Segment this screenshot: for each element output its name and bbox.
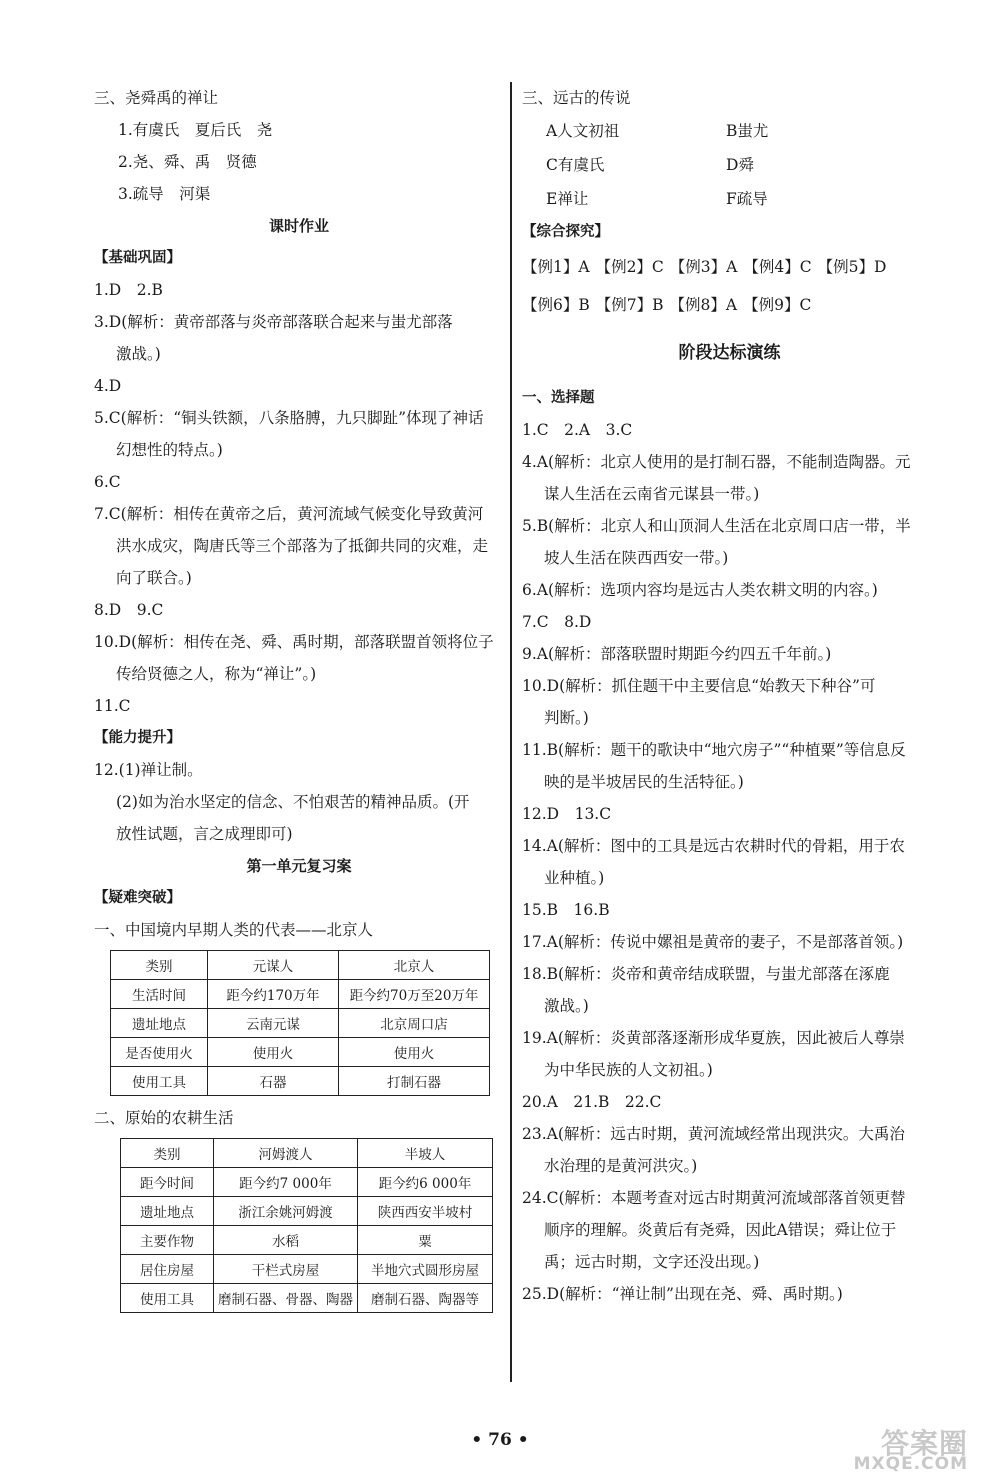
left-column <box>94 82 504 1319</box>
table-cell: 遗址地点 <box>111 1009 208 1038</box>
example-answer: 【例7】B <box>595 296 664 314</box>
table-row <box>111 951 490 980</box>
table-cell: 主要作物 <box>121 1226 214 1255</box>
legend-row <box>522 114 937 148</box>
table-cell: 水稻 <box>214 1226 358 1255</box>
table-row <box>121 1197 493 1226</box>
table-cell: 磨制石器、骨器、陶器 <box>214 1284 358 1313</box>
table-cell: 居住房屋 <box>121 1255 214 1284</box>
example-answer: 【例6】B <box>522 296 590 314</box>
table-cell: 距今约7 000年 <box>214 1168 358 1197</box>
table-cell: 干栏式房屋 <box>214 1255 358 1284</box>
table-cell: 陕西西安半坡村 <box>358 1197 493 1226</box>
answer-list <box>522 414 937 1310</box>
table-cell: 使用工具 <box>111 1067 208 1096</box>
list-item: 1.有虞氏 夏后氏 尧 <box>118 121 273 139</box>
list-item: 2.尧、舜、禹 贤德 <box>118 153 257 171</box>
answer-line: 20.A 21.B 22.C <box>522 1093 662 1111</box>
table-cell: 距今时间 <box>121 1168 214 1197</box>
legend-item: E禅让 <box>546 190 589 208</box>
legend-item: C有虞氏 <box>546 156 605 174</box>
table-cell: 粟 <box>358 1226 493 1255</box>
answer-line: 7.C(解析：相传在黄帝之后，黄河流域气候变化导致黄河 <box>94 505 484 523</box>
table-cell: 打制石器 <box>339 1067 490 1096</box>
answer-line: 激战。) <box>116 345 161 363</box>
legend-row <box>522 148 937 182</box>
examples-row <box>522 286 937 324</box>
homework-title: 课时作业 <box>268 217 329 235</box>
watermark-logo <box>838 1414 988 1476</box>
answer-line: 幻想性的特点。) <box>116 441 223 459</box>
right-column <box>522 82 937 1310</box>
answer-line: 坡人生活在陕西西安一带。) <box>544 549 729 567</box>
legend-item: D舜 <box>726 156 754 174</box>
example-answer: 【例3】A <box>669 258 738 276</box>
legend-item: F疏导 <box>726 190 768 208</box>
table-cell: 遗址地点 <box>121 1197 214 1226</box>
answer-line: 判断。) <box>544 709 589 727</box>
answer-line: 11.B(解析：题干的歌诀中“地穴房子”“种植粟”等信息反 <box>522 741 906 759</box>
answer-line: 9.A(解析：部落联盟时期距今约四五千年前。) <box>522 645 832 663</box>
table-cell: 使用火 <box>208 1038 339 1067</box>
answer-line: 1.D 2.B <box>94 281 163 299</box>
review-title: 第一单元复习案 <box>246 857 352 875</box>
answer-line: (2)如为治水坚定的信念、不怕艰苦的精神品质。(开 <box>116 793 470 811</box>
answer-line: 4.A(解析：北京人使用的是打制石器，不能制造陶器。元 <box>522 453 911 471</box>
table-cell: 距今约70万至20万年 <box>339 980 490 1009</box>
table-cell: 距今约170万年 <box>208 980 339 1009</box>
answer-line: 15.B 16.B <box>522 901 610 919</box>
section-title: 三、远古的传说 <box>522 89 631 107</box>
table-cell: 磨制石器、陶器等 <box>358 1284 493 1313</box>
table-cell: 生活时间 <box>111 980 208 1009</box>
legend-item: A人文初祖 <box>546 122 620 140</box>
stage-title: 阶段达标演练 <box>678 343 781 363</box>
table-cell: 使用火 <box>339 1038 490 1067</box>
explore-label: 【综合探究】 <box>522 224 609 240</box>
section-items <box>94 114 504 210</box>
basic-label: 【基础巩固】 <box>94 250 181 266</box>
table-early-humans <box>110 950 490 1096</box>
answer-line: 10.D(解析：抓住题干中主要信息“始教天下种谷”可 <box>522 677 876 695</box>
table-cell: 北京周口店 <box>339 1009 490 1038</box>
column-divider <box>510 82 512 1382</box>
table-row <box>121 1168 493 1197</box>
table-cell: 云南元谋 <box>208 1009 339 1038</box>
example-answer: 【例2】C <box>595 258 664 276</box>
table-row <box>111 1009 490 1038</box>
ability-label: 【能力提升】 <box>94 730 181 746</box>
table-cell: 使用工具 <box>121 1284 214 1313</box>
legend-row <box>522 182 937 216</box>
answer-line: 1.C 2.A 3.C <box>522 421 633 439</box>
table-cell: 北京人 <box>339 951 490 980</box>
table-row <box>111 1067 490 1096</box>
answer-line: 14.A(解析：图中的工具是远古农耕时代的骨耜，用于农 <box>522 837 905 855</box>
difficult-label: 【疑难突破】 <box>94 890 181 906</box>
example-answer: 【例9】C <box>743 296 812 314</box>
answer-line: 5.C(解析：“铜头铁额，八条胳膊，九只脚趾”体现了神话 <box>94 409 484 427</box>
example-answer: 【例8】A <box>669 296 738 314</box>
answer-line: 11.C <box>94 697 131 715</box>
answer-line: 为中华民族的人文初祖。) <box>544 1061 713 1079</box>
example-answer: 【例4】C <box>743 258 812 276</box>
table-row <box>111 980 490 1009</box>
table-cell: 河姆渡人 <box>214 1139 358 1168</box>
answer-line: 24.C(解析：本题考查对远古时期黄河流域部落首领更替 <box>522 1189 906 1207</box>
choice-label: 一、选择题 <box>522 390 595 406</box>
legend-item: B蚩尤 <box>726 122 769 140</box>
answer-line: 10.D(解析：相传在尧、舜、禹时期，部落联盟首领将位子 <box>94 633 494 651</box>
table-cell: 元谋人 <box>208 951 339 980</box>
answer-line: 洪水成灾，陶唐氏等三个部落为了抵御共同的灾难，走 <box>116 537 489 555</box>
answer-line: 放性试题，言之成理即可) <box>116 825 293 843</box>
table1-title: 一、中国境内早期人类的代表——北京人 <box>94 921 374 939</box>
answer-line: 映的是半坡居民的生活特征。) <box>544 773 744 791</box>
answer-line: 18.B(解析：炎帝和黄帝结成联盟，与蚩尤部落在涿鹿 <box>522 965 890 983</box>
answer-list <box>94 274 504 722</box>
watermark-url: MXQE.COM <box>853 1454 968 1474</box>
page-number: • 76 • <box>471 1430 529 1450</box>
answer-line: 12.D 13.C <box>522 805 612 823</box>
table-cell: 石器 <box>208 1067 339 1096</box>
answer-line: 顺序的理解。炎黄后有尧舜，因此A错误；舜让位于 <box>544 1221 897 1239</box>
table-row <box>121 1284 493 1313</box>
answer-line: 12.(1)禅让制。 <box>94 761 203 779</box>
table-row <box>121 1139 493 1168</box>
table-cell: 是否使用火 <box>111 1038 208 1067</box>
answer-line: 8.D 9.C <box>94 601 164 619</box>
legend-pairs <box>522 114 937 216</box>
watermark-brand: 答案圈 <box>880 1427 968 1460</box>
answer-line: 水治理的是黄河洪灾。) <box>544 1157 698 1175</box>
answer-line: 业种植。) <box>544 869 605 887</box>
answer-line: 激战。) <box>544 997 589 1015</box>
answer-line: 禹；远古时期，文字还没出现。) <box>544 1253 760 1271</box>
table-cell: 距今约6 000年 <box>358 1168 493 1197</box>
answer-line: 19.A(解析：炎黄部落逐渐形成华夏族，因此被后人尊崇 <box>522 1029 905 1047</box>
table-cell: 半坡人 <box>358 1139 493 1168</box>
table-cell: 浙江余姚河姆渡 <box>214 1197 358 1226</box>
ability-answers <box>94 754 504 850</box>
table2-title: 二、原始的农耕生活 <box>94 1109 234 1127</box>
answer-line: 17.A(解析：传说中嫘祖是黄帝的妻子，不是部落首领。) <box>522 933 904 951</box>
answer-line: 7.C 8.D <box>522 613 592 631</box>
answer-line: 5.B(解析：北京人和山顶洞人生活在北京周口店一带，半 <box>522 517 911 535</box>
example-answer: 【例1】A <box>522 258 590 276</box>
answer-line: 25.D(解析：“禅让制”出现在尧、舜、禹时期。) <box>522 1285 843 1303</box>
answer-line: 向了联合。) <box>116 569 192 587</box>
list-item: 3.疏导 河渠 <box>118 185 211 203</box>
table-cell: 类别 <box>111 951 208 980</box>
answer-line: 传给贤德之人，称为“禅让”。) <box>116 665 317 683</box>
table-cell: 半地穴式圆形房屋 <box>358 1255 493 1284</box>
section-title: 三、尧舜禹的禅让 <box>94 89 219 107</box>
answer-line: 3.D(解析：黄帝部落与炎帝部落联合起来与蚩尤部落 <box>94 313 453 331</box>
examples-row <box>522 248 937 286</box>
answer-line: 23.A(解析：远古时期，黄河流域经常出现洪灾。大禹治 <box>522 1125 905 1143</box>
answer-line: 谋人生活在云南省元谋县一带。) <box>544 485 760 503</box>
table-farming-life <box>120 1138 493 1313</box>
table-row <box>121 1226 493 1255</box>
table-row <box>111 1038 490 1067</box>
answer-line: 6.A(解析：选项内容均是远古人类农耕文明的内容。) <box>522 581 878 599</box>
table-cell: 类别 <box>121 1139 214 1168</box>
answer-line: 6.C <box>94 473 121 491</box>
answer-line: 4.D <box>94 377 122 395</box>
example-answer: 【例5】D <box>817 258 887 276</box>
table-row <box>121 1255 493 1284</box>
